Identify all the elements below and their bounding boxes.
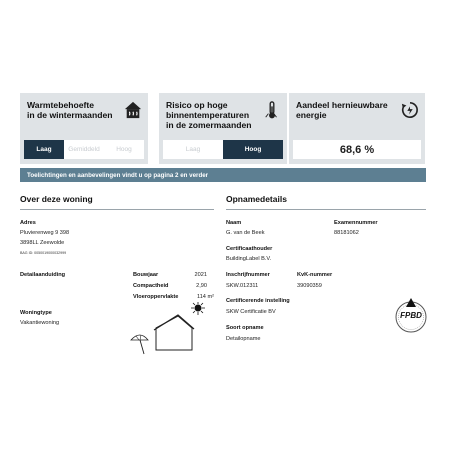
certificaathouder-value: BuildingLabel B.V.: [226, 256, 272, 262]
adres-line2: 3898LL Zeewolde: [20, 240, 65, 246]
risico-scale: [163, 140, 283, 159]
section-heading-opname: Opnamedetails: [226, 194, 287, 204]
panel-title: [296, 100, 388, 120]
renewable-share-value: 68,6 %: [293, 140, 421, 159]
warmtebehoefte-panel: [20, 93, 148, 164]
compactheid-value: 2,90: [196, 283, 207, 289]
option-laag: Laag: [185, 146, 201, 153]
certificaathouder-label: Certificaathouder: [226, 246, 273, 252]
kvk-label: KvK-nummer: [297, 272, 333, 278]
examennummer-label: Examennummer: [334, 220, 378, 226]
vloeroppervlakte-label: Vloeroppervlakte: [133, 294, 179, 300]
warmtebehoefte-scale: [24, 140, 144, 159]
info-banner: Toelichtingen en aanbevelingen vindt u op pagina 2 en verder: [20, 168, 426, 182]
thermometer-icon: [263, 101, 281, 119]
detailaanduiding-label: Detailaanduiding: [20, 272, 66, 278]
certificerende-instelling-label: Certificerende instelling: [226, 298, 290, 304]
soort-opname-value: Detailopname: [226, 336, 261, 342]
panel-title-line: in de zomermaanden: [166, 120, 252, 130]
bag-id: BAG ID: 0050019000032999: [20, 251, 67, 255]
section-divider: [226, 209, 426, 210]
naam-value: G. van de Beek: [226, 230, 265, 236]
panel-title-line: in de wintermaanden: [27, 110, 113, 120]
woningtype-label: Woningtype: [20, 310, 52, 316]
vloeroppervlakte-value: 114 m²: [197, 294, 214, 300]
examennummer-value: 88181062: [334, 230, 359, 236]
section-heading-woning: Over deze woning: [20, 194, 93, 204]
panel-title-line: binnentemperaturen: [166, 110, 250, 120]
certificerende-instelling-value: SKW Certificatie BV: [226, 309, 276, 315]
option-hoog: Hoog: [116, 146, 132, 153]
naam-label: Naam: [226, 220, 242, 226]
renewable-cycle-icon: [401, 101, 419, 119]
panel-title: [166, 100, 251, 130]
fpbd-logo-text: FPBD: [400, 311, 422, 320]
panel-title-line: Risico op hoge: [166, 100, 228, 110]
woningtype-value: Vakantiewoning: [20, 320, 60, 326]
panel-title-line: Aandeel hernieuwbare: [296, 100, 388, 110]
panel-title: [27, 100, 112, 120]
soort-opname-label: Soort opname: [226, 325, 264, 331]
bouwjaar-value: 2021: [194, 272, 207, 278]
option-gemiddeld: Gemiddeld: [68, 146, 100, 153]
adres-line1: Pluvierenweg 9 398: [20, 230, 70, 236]
panel-title-line: energie: [296, 110, 327, 120]
compactheid-label: Compactheid: [133, 283, 169, 289]
panel-title-line: Warmtebehoefte: [27, 100, 95, 110]
house-heating-icon: [124, 101, 142, 119]
risico-panel: [159, 93, 287, 164]
inschrijfnummer-label: Inschrijfnummer: [226, 272, 270, 278]
inschrijfnummer-value: SKW.012311: [226, 283, 259, 289]
kvk-value: 39090359: [297, 283, 322, 289]
adres-label: Adres: [20, 220, 36, 226]
option-laag: Laag: [24, 140, 64, 159]
bouwjaar-label: Bouwjaar: [133, 272, 159, 278]
section-divider: [20, 209, 214, 210]
hernieuwbare-energie-panel: [289, 93, 425, 164]
option-hoog: Hoog: [223, 140, 283, 159]
fpbd-logo: [394, 295, 428, 335]
vacation-house-illustration: [128, 302, 218, 358]
